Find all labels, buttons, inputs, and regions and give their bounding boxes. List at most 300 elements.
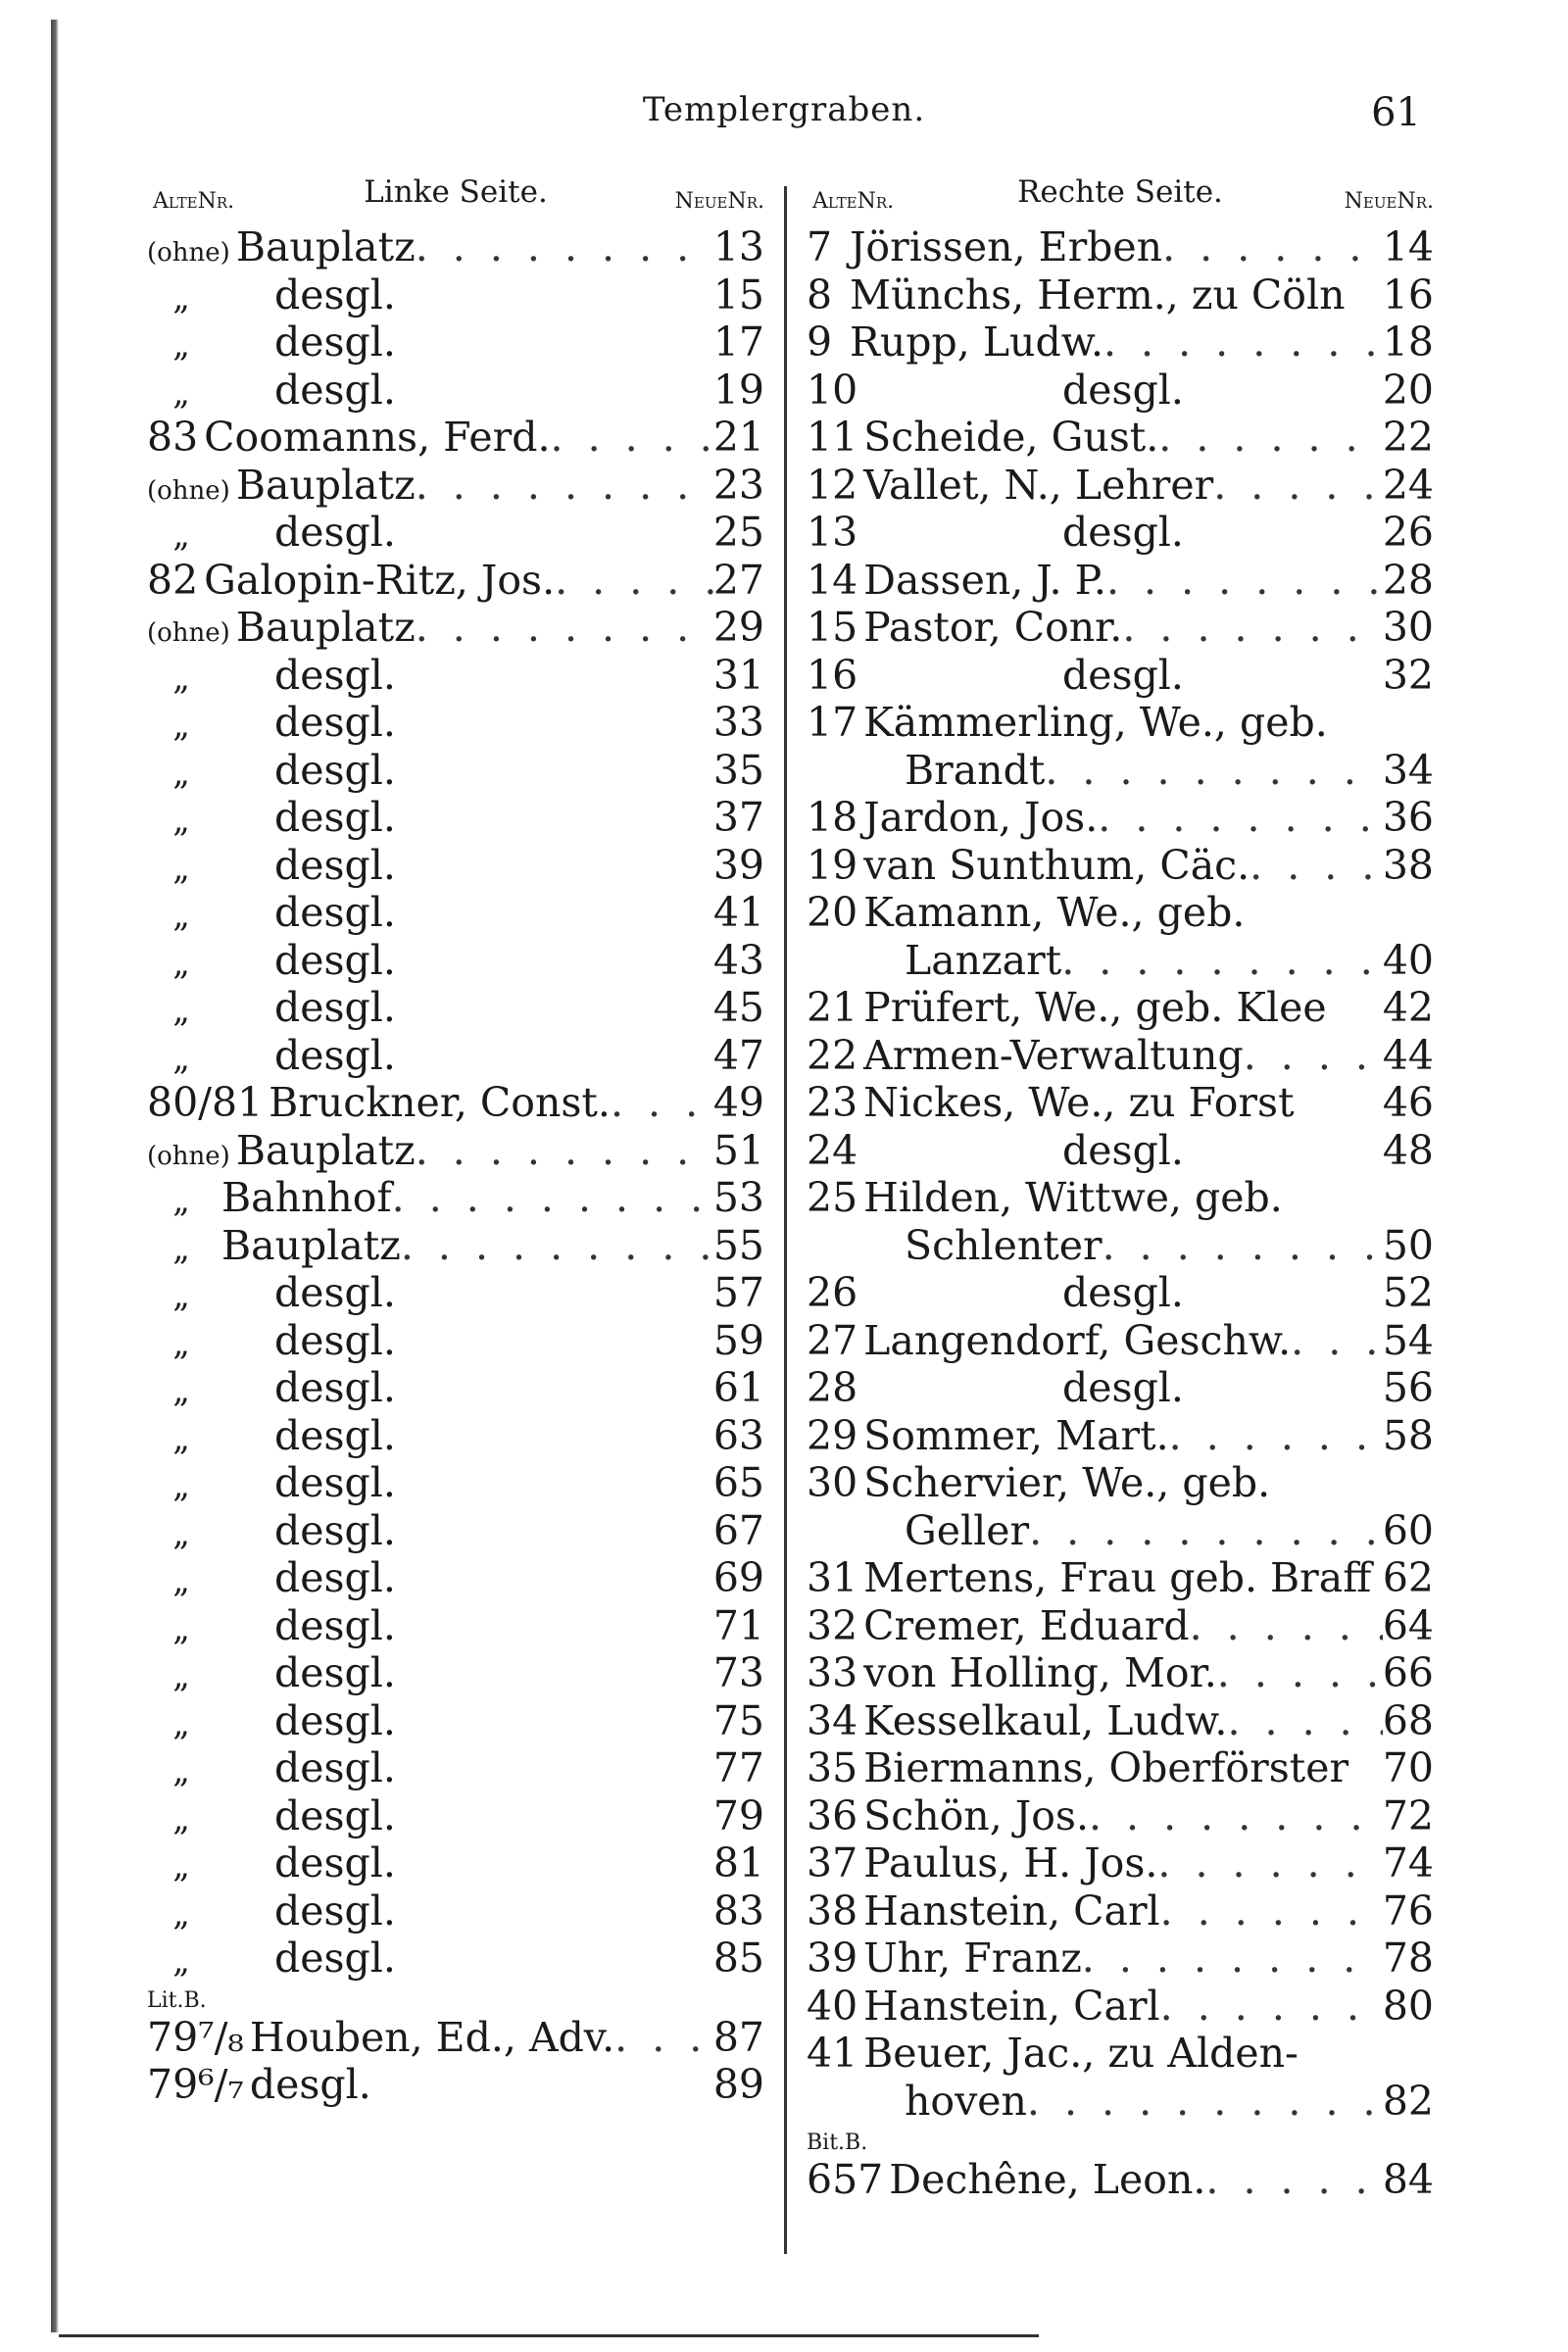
dot-leader — [614, 2014, 713, 2062]
new-number: 82 — [1382, 2077, 1434, 2125]
new-number: 42 — [1382, 984, 1434, 1031]
entry-row — [147, 1459, 764, 1507]
old-number: 20 — [807, 889, 858, 936]
new-number: 79 — [712, 1791, 764, 1839]
dot-leader — [1160, 1887, 1383, 1936]
owner-name: desgl. — [1062, 1269, 1184, 1316]
entry-row — [807, 2030, 1434, 2078]
new-number: 73 — [712, 1649, 764, 1696]
old-number: „ — [172, 1561, 190, 1600]
entry-row — [807, 1174, 1434, 1222]
entry-row — [147, 462, 764, 510]
owner-name: Bauplatz — [235, 461, 416, 509]
owner-name: Uhr, Franz — [863, 1935, 1082, 1982]
owner-name: desgl. — [274, 841, 396, 889]
new-number: 44 — [1382, 1031, 1434, 1079]
old-number: 18 — [807, 794, 858, 841]
new-number: 31 — [712, 651, 764, 699]
dot-leader — [1162, 223, 1383, 271]
new-number: 36 — [1382, 794, 1434, 841]
dot-leader — [1190, 1602, 1383, 1650]
new-number: 45 — [712, 984, 764, 1031]
dot-leader — [1122, 604, 1383, 652]
owner-name: desgl. — [274, 984, 396, 1031]
new-number: 67 — [712, 1506, 764, 1554]
entry-row — [807, 1222, 1434, 1270]
old-number: 17 — [807, 699, 858, 746]
new-number: 43 — [712, 936, 764, 984]
old-number: 41 — [807, 2030, 858, 2077]
old-number: 40 — [807, 1982, 858, 2030]
owner-name: Brandt — [905, 746, 1046, 794]
entry-row — [807, 1459, 1434, 1507]
owner-name: desgl. — [274, 1269, 396, 1316]
old-number: 657 — [807, 2156, 884, 2203]
entry-row — [147, 1744, 764, 1792]
old-number: 26 — [807, 1269, 858, 1316]
old-number: 79⁶/₇ — [147, 2061, 244, 2108]
new-number: 80 — [1382, 1982, 1434, 2030]
old-number: „ — [172, 1941, 190, 1981]
new-number: 89 — [712, 2061, 764, 2108]
new-number: 22 — [1382, 414, 1434, 461]
entry-row — [807, 1839, 1434, 1887]
new-number: 53 — [712, 1174, 764, 1221]
lit-label: Lit.B. — [147, 1987, 207, 2013]
entry-row — [147, 1222, 764, 1270]
entry-row — [147, 1792, 764, 1840]
entry-row — [147, 1554, 764, 1602]
new-number: 26 — [1382, 509, 1434, 556]
dot-leader — [1106, 557, 1383, 605]
dot-leader — [1045, 747, 1383, 795]
owner-name: desgl. — [1062, 366, 1184, 414]
entry-row — [807, 604, 1434, 652]
new-number: 74 — [1382, 1839, 1434, 1886]
entry-row — [807, 223, 1434, 271]
entry-row — [147, 2014, 764, 2062]
dot-leader — [416, 1127, 713, 1175]
new-number: 69 — [712, 1554, 764, 1601]
new-number: 30 — [1382, 604, 1434, 651]
old-number: 38 — [807, 1886, 858, 1935]
old-number: „ — [172, 1181, 190, 1220]
dot-leader — [1089, 1792, 1383, 1840]
dot-leader — [1098, 794, 1383, 842]
entry-row — [147, 1269, 764, 1317]
entry-row — [147, 1032, 764, 1080]
owner-name: Nickes, We., zu Forst — [863, 1079, 1295, 1126]
owner-name: Biermanns, Oberförster — [863, 1744, 1349, 1791]
right-entry-list — [807, 223, 1434, 2125]
new-number: 78 — [1382, 1935, 1434, 1982]
old-number: 24 — [807, 1126, 858, 1174]
old-number: 13 — [807, 509, 858, 556]
dot-leader — [1205, 2156, 1382, 2204]
owner-name: Schlenter — [905, 1221, 1102, 1269]
old-number: 82 — [147, 556, 199, 604]
entry-row — [807, 1269, 1434, 1317]
entry-row — [147, 1602, 764, 1650]
old-number: „ — [172, 1276, 190, 1315]
entry-row — [807, 1983, 1434, 2031]
old-number: „ — [172, 1703, 190, 1743]
entry-row — [147, 367, 764, 415]
entry-row — [807, 1507, 1434, 1555]
entry-row — [807, 414, 1434, 462]
old-number: „ — [172, 1513, 190, 1553]
new-number: 19 — [712, 366, 764, 414]
entry-row — [147, 1507, 764, 1555]
entry-row — [807, 367, 1434, 415]
old-number: „ — [172, 1418, 190, 1458]
new-number: 87 — [712, 2013, 764, 2061]
entry-row — [147, 652, 764, 700]
entry-row — [807, 2156, 1434, 2204]
entry-row — [147, 1839, 764, 1887]
dot-leader — [1029, 1507, 1383, 1555]
right-column — [807, 174, 1434, 2204]
entry-row — [147, 984, 764, 1032]
owner-name: Armen-Verwaltung — [863, 1031, 1244, 1079]
new-number: 62 — [1382, 1554, 1434, 1601]
new-number: 23 — [712, 461, 764, 509]
owner-name: van Sunthum, Cäc. — [863, 841, 1250, 889]
new-number: 56 — [1382, 1364, 1434, 1411]
entry-row — [147, 509, 764, 557]
old-number: 25 — [807, 1174, 858, 1221]
owner-name: desgl. — [274, 1316, 396, 1364]
column-divider — [784, 186, 787, 2254]
new-number: 59 — [712, 1316, 764, 1364]
owner-name: Jörissen, Erben — [850, 223, 1163, 270]
old-number: 83 — [147, 414, 199, 461]
bottom-rule — [59, 2334, 1039, 2337]
entry-row — [147, 699, 764, 747]
owner-name: desgl. — [274, 651, 396, 699]
entry-row — [807, 509, 1434, 557]
dot-leader — [1217, 1649, 1383, 1697]
old-number: 36 — [807, 1791, 858, 1839]
new-number: 33 — [712, 699, 764, 746]
owner-name: Hilden, Wittwe, geb. — [863, 1174, 1283, 1221]
owner-name: Coomanns, Ferd. — [204, 414, 551, 461]
owner-name: Jardon, Jos. — [863, 794, 1099, 841]
new-number: 60 — [1382, 1506, 1434, 1554]
old-number: „ — [172, 943, 190, 983]
entry-row — [807, 937, 1434, 985]
owner-name: desgl. — [1062, 509, 1184, 556]
old-number: 37 — [807, 1839, 858, 1886]
old-number: (ohne) — [147, 475, 230, 506]
dot-leader — [1244, 1032, 1383, 1080]
entry-row — [807, 1887, 1434, 1936]
old-number: 12 — [807, 461, 858, 509]
old-number: „ — [172, 706, 190, 745]
owner-name: desgl. — [274, 1411, 396, 1459]
owner-name: Schön, Jos. — [863, 1791, 1089, 1839]
owner-name: desgl. — [274, 1696, 396, 1744]
new-number: 55 — [712, 1221, 764, 1269]
owner-name: desgl. — [274, 270, 396, 318]
old-number: 80/81 — [147, 1079, 264, 1126]
old-number: 22 — [807, 1031, 858, 1079]
entry-row — [147, 318, 764, 367]
old-number: „ — [172, 1656, 190, 1695]
running-title: Templergraben. — [642, 90, 926, 129]
new-number: 70 — [1382, 1744, 1434, 1791]
new-number: 16 — [1382, 270, 1434, 318]
right-column-header — [807, 174, 1434, 218]
old-number: 7 — [807, 223, 833, 270]
old-number: „ — [172, 1466, 190, 1505]
old-number: „ — [172, 1751, 190, 1790]
entry-row — [807, 271, 1434, 319]
entry-row — [147, 1127, 764, 1175]
old-number: 8 — [807, 270, 833, 318]
entry-row — [147, 889, 764, 937]
owner-name: desgl. — [1062, 1364, 1184, 1411]
new-number: 75 — [712, 1696, 764, 1744]
owner-name: Bahnhof — [221, 1174, 392, 1221]
left-entry-list — [147, 223, 764, 1983]
dot-leader — [1082, 1935, 1383, 1983]
dot-leader — [1103, 318, 1383, 367]
left-lit-entry-list — [147, 2014, 764, 2109]
old-number: „ — [172, 753, 190, 793]
owner-name: Cremer, Eduard — [863, 1601, 1190, 1649]
left-column — [147, 174, 764, 2109]
new-number: 14 — [1382, 223, 1434, 270]
entry-row — [807, 794, 1434, 842]
owner-name: Prüfert, We., geb. Klee — [863, 984, 1327, 1031]
entry-row — [147, 1887, 764, 1936]
old-number: „ — [172, 1228, 190, 1268]
new-number: 48 — [1382, 1126, 1434, 1174]
new-number: 28 — [1382, 556, 1434, 604]
entry-row — [807, 1079, 1434, 1127]
dot-leader — [555, 557, 713, 605]
new-number: 63 — [712, 1411, 764, 1459]
old-number: „ — [172, 1371, 190, 1410]
dot-leader — [611, 1079, 713, 1127]
neue-nr-label: NeueNr. — [674, 189, 764, 214]
entry-row — [807, 1554, 1434, 1602]
side-label: Linke Seite. — [364, 174, 548, 210]
entry-row — [807, 1649, 1434, 1697]
old-number: 21 — [807, 984, 858, 1031]
new-number: 18 — [1382, 318, 1434, 366]
entry-row — [147, 1649, 764, 1697]
owner-name: Hanstein, Carl — [863, 1886, 1160, 1935]
owner-name: Dechêne, Leon. — [889, 2156, 1206, 2203]
entry-row — [807, 1412, 1434, 1460]
new-number: 38 — [1382, 841, 1434, 889]
owner-name: desgl. — [274, 936, 396, 984]
old-number: 29 — [807, 1411, 858, 1459]
dot-leader — [1158, 414, 1383, 462]
dot-leader — [416, 604, 713, 652]
entry-row — [147, 271, 764, 319]
owner-name: desgl. — [274, 1935, 396, 1982]
new-number: 83 — [712, 1886, 764, 1935]
dot-leader — [1061, 937, 1383, 985]
owner-name: Kamann, We., geb. — [863, 889, 1246, 936]
owner-name: desgl. — [274, 1364, 396, 1411]
dot-leader — [392, 1174, 713, 1222]
new-number: 64 — [1382, 1601, 1434, 1649]
owner-name: Mertens, Frau geb. Braff — [863, 1554, 1372, 1601]
owner-name: Galopin-Ritz, Jos. — [204, 556, 556, 604]
new-number: 24 — [1382, 461, 1434, 509]
new-number: 47 — [712, 1031, 764, 1079]
new-number: 17 — [712, 318, 764, 366]
owner-name: Bauplatz — [235, 223, 416, 270]
old-number: „ — [172, 1323, 190, 1363]
dot-leader — [401, 1222, 713, 1270]
new-number: 76 — [1382, 1886, 1434, 1935]
new-number: 61 — [712, 1364, 764, 1411]
owner-name: Scheide, Gust. — [863, 414, 1159, 461]
owner-name: desgl. — [274, 746, 396, 794]
entry-row — [807, 318, 1434, 367]
owner-name: Münchs, Herm., zu Cöln — [850, 270, 1346, 318]
new-number: 51 — [712, 1126, 764, 1174]
owner-name: desgl. — [274, 1031, 396, 1079]
owner-name: Vallet, N., Lehrer — [863, 461, 1214, 509]
entry-row — [807, 1364, 1434, 1412]
new-number: 68 — [1382, 1696, 1434, 1744]
entry-row — [147, 794, 764, 842]
new-number: 66 — [1382, 1649, 1434, 1696]
entry-row — [147, 604, 764, 652]
entry-row — [147, 937, 764, 985]
old-number: 11 — [807, 414, 858, 461]
entry-row — [807, 699, 1434, 747]
owner-name: desgl. — [1062, 651, 1184, 699]
owner-name: desgl. — [274, 1459, 396, 1506]
entry-row — [147, 2061, 764, 2109]
entry-row — [147, 557, 764, 605]
dot-leader — [1227, 1697, 1382, 1745]
old-number: „ — [172, 1608, 190, 1648]
alte-nr-label: AlteNr. — [153, 189, 235, 214]
old-number: (ohne) — [147, 1141, 230, 1171]
owner-name: von Holling, Mor. — [863, 1649, 1217, 1696]
new-number: 84 — [1382, 2156, 1434, 2203]
owner-name: Geller — [905, 1506, 1030, 1554]
owner-name: desgl. — [274, 889, 396, 936]
old-number: „ — [172, 277, 190, 318]
dot-leader — [1213, 462, 1383, 510]
new-number: 52 — [1382, 1269, 1434, 1316]
old-number: „ — [172, 1893, 190, 1934]
entry-row — [147, 842, 764, 890]
new-number: 32 — [1382, 651, 1434, 699]
old-number: 79⁷/₈ — [147, 2013, 244, 2061]
entry-row — [807, 2078, 1434, 2126]
owner-name: hoven — [905, 2077, 1027, 2125]
new-number: 49 — [712, 1079, 764, 1126]
old-number: 19 — [807, 841, 858, 889]
entry-row — [807, 652, 1434, 700]
old-number: (ohne) — [147, 238, 230, 268]
owner-name: Sommer, Mart. — [863, 1411, 1169, 1459]
old-number: „ — [172, 515, 190, 555]
old-number: „ — [172, 848, 190, 888]
new-number: 77 — [712, 1744, 764, 1791]
dot-leader — [1157, 1839, 1382, 1887]
entry-row — [807, 747, 1434, 795]
entry-row — [807, 842, 1434, 890]
page-binding-edge — [51, 20, 59, 2332]
old-number: „ — [172, 1038, 190, 1078]
owner-name: desgl. — [274, 1506, 396, 1554]
owner-name: desgl. — [274, 699, 396, 746]
old-number: 31 — [807, 1554, 858, 1601]
owner-name: Houben, Ed., Adv. — [249, 2013, 615, 2061]
old-number: (ohne) — [147, 618, 230, 648]
new-number: 65 — [712, 1459, 764, 1506]
entry-row — [807, 1744, 1434, 1792]
old-number: 27 — [807, 1316, 858, 1364]
owner-name: desgl. — [274, 1744, 396, 1791]
owner-name: Bruckner, Const. — [269, 1079, 611, 1126]
entry-row — [147, 223, 764, 271]
right-lit-entry-list — [807, 2156, 1434, 2204]
old-number: 35 — [807, 1744, 858, 1791]
entry-row — [807, 889, 1434, 937]
dot-leader — [1160, 1983, 1383, 2031]
old-number: „ — [172, 991, 190, 1030]
owner-name: desgl. — [274, 1839, 396, 1886]
old-number: 30 — [807, 1459, 858, 1506]
old-number: 10 — [807, 366, 858, 414]
owner-name: Kesselkaul, Ludw. — [863, 1696, 1228, 1744]
owner-name: desgl. — [274, 794, 396, 841]
owner-name: Rupp, Ludw. — [850, 318, 1103, 366]
entry-row — [147, 1174, 764, 1222]
dot-leader — [1027, 2078, 1383, 2126]
new-number: 29 — [712, 604, 764, 651]
new-number: 54 — [1382, 1316, 1434, 1364]
owner-name: Bauplatz — [235, 1126, 416, 1174]
dot-leader — [1291, 1317, 1383, 1365]
new-number: 37 — [712, 794, 764, 841]
owner-name: desgl. — [274, 1601, 396, 1649]
owner-name: Schervier, We., geb. — [863, 1459, 1271, 1506]
owner-name: desgl. — [274, 366, 396, 414]
new-number: 50 — [1382, 1221, 1434, 1269]
entry-row — [147, 414, 764, 462]
old-number: 28 — [807, 1364, 858, 1411]
entry-row — [147, 1697, 764, 1745]
page-number: 61 — [1371, 90, 1421, 135]
owner-name: Dassen, J. P. — [863, 556, 1106, 604]
new-number: 21 — [712, 414, 764, 461]
entry-row — [807, 1602, 1434, 1650]
new-number: 15 — [712, 270, 764, 318]
entry-row — [147, 1935, 764, 1983]
entry-row — [807, 1935, 1434, 1983]
new-number: 27 — [712, 556, 764, 604]
entry-row — [807, 984, 1434, 1032]
dot-leader — [416, 223, 713, 271]
old-number: 16 — [807, 651, 858, 699]
old-number: 39 — [807, 1935, 858, 1982]
owner-name: desgl. — [274, 1791, 396, 1839]
owner-name: desgl. — [249, 2061, 371, 2108]
